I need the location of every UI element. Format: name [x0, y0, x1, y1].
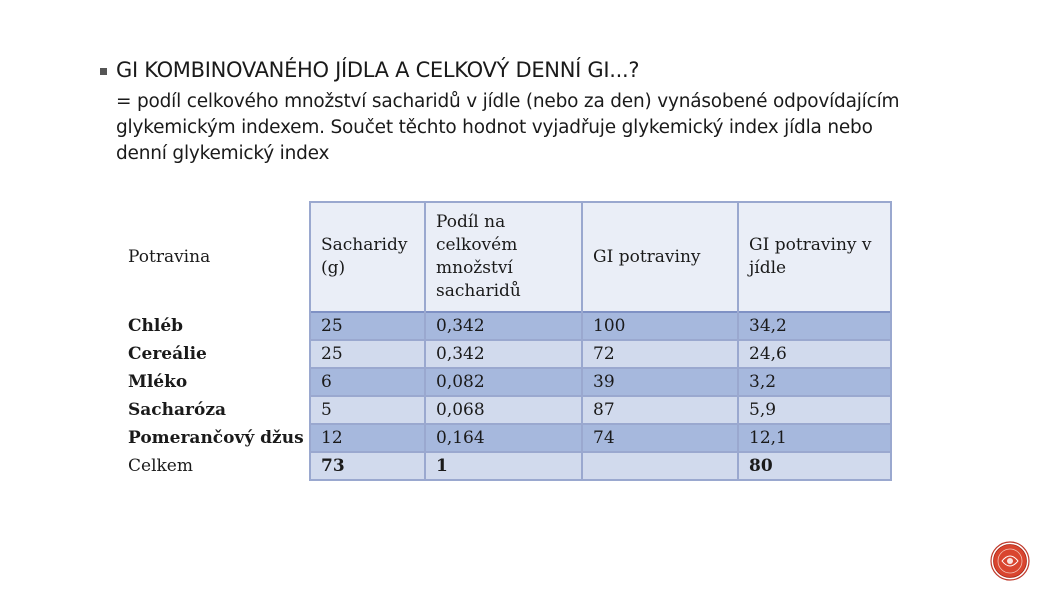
header-gi: GI potraviny — [582, 202, 738, 312]
cell-total-label: Celkem — [128, 455, 193, 476]
cell-total-gi — [582, 452, 738, 480]
cell-gi: 39 — [582, 368, 738, 396]
square-bullet-icon — [100, 68, 107, 75]
cell-share: 0,164 — [425, 424, 582, 452]
cell-carbs: 6 — [310, 368, 425, 396]
cell-total-share: 1 — [425, 452, 582, 480]
cell-carbs: 25 — [310, 340, 425, 368]
cell-food: Cereálie — [128, 343, 207, 364]
header-carbs: Sacharidy (g) — [310, 202, 425, 312]
cell-share: 0,082 — [425, 368, 582, 396]
gi-table — [119, 201, 892, 481]
cell-gi-meal: 3,2 — [738, 368, 891, 396]
table-total-row — [119, 452, 891, 480]
cell-carbs: 25 — [310, 312, 425, 340]
cell-gi: 87 — [582, 396, 738, 424]
definition-line-2: glykemickým indexem. Součet těchto hodnot vyjadřuje glykemický index jídla nebo — [116, 117, 873, 138]
table-row — [119, 312, 891, 340]
header-gi-meal: GI potraviny v jídle — [738, 202, 891, 312]
slide-heading — [100, 58, 639, 82]
cell-gi: 100 — [582, 312, 738, 340]
slide-title: GI KOMBINOVANÉHO JÍDLA A CELKOVÝ DENNÍ GI...? — [116, 58, 640, 82]
cell-food: Mléko — [128, 371, 188, 392]
cell-share: 0,068 — [425, 396, 582, 424]
definition-text — [116, 89, 966, 167]
header-share: Podíl na celkovém množství sacharidů — [425, 202, 582, 312]
definition-line-1: = podíl celkového množství sacharidů v jídle (nebo za den) vynásobené odpovídajícím — [116, 91, 900, 112]
cell-carbs: 12 — [310, 424, 425, 452]
table-row — [119, 424, 891, 452]
table-row — [119, 396, 891, 424]
table-row — [119, 340, 891, 368]
cell-share: 0,342 — [425, 340, 582, 368]
cell-carbs: 5 — [310, 396, 425, 424]
table-header-row — [119, 202, 891, 312]
cell-food: Sacharóza — [128, 399, 226, 420]
header-food: Potravina — [128, 246, 211, 267]
cell-gi-meal: 34,2 — [738, 312, 891, 340]
cell-total-gi-meal: 80 — [738, 452, 891, 480]
circular-seal-logo-icon — [990, 541, 1030, 581]
cell-gi-meal: 12,1 — [738, 424, 891, 452]
cell-gi: 72 — [582, 340, 738, 368]
table-row — [119, 368, 891, 396]
cell-food: Chléb — [128, 315, 184, 336]
cell-food: Pomerančový džus — [128, 427, 304, 448]
cell-gi-meal: 5,9 — [738, 396, 891, 424]
cell-gi-meal: 24,6 — [738, 340, 891, 368]
cell-share: 0,342 — [425, 312, 582, 340]
cell-gi: 74 — [582, 424, 738, 452]
cell-total-carbs: 73 — [310, 452, 425, 480]
definition-line-3: denní glykemický index — [116, 143, 330, 164]
